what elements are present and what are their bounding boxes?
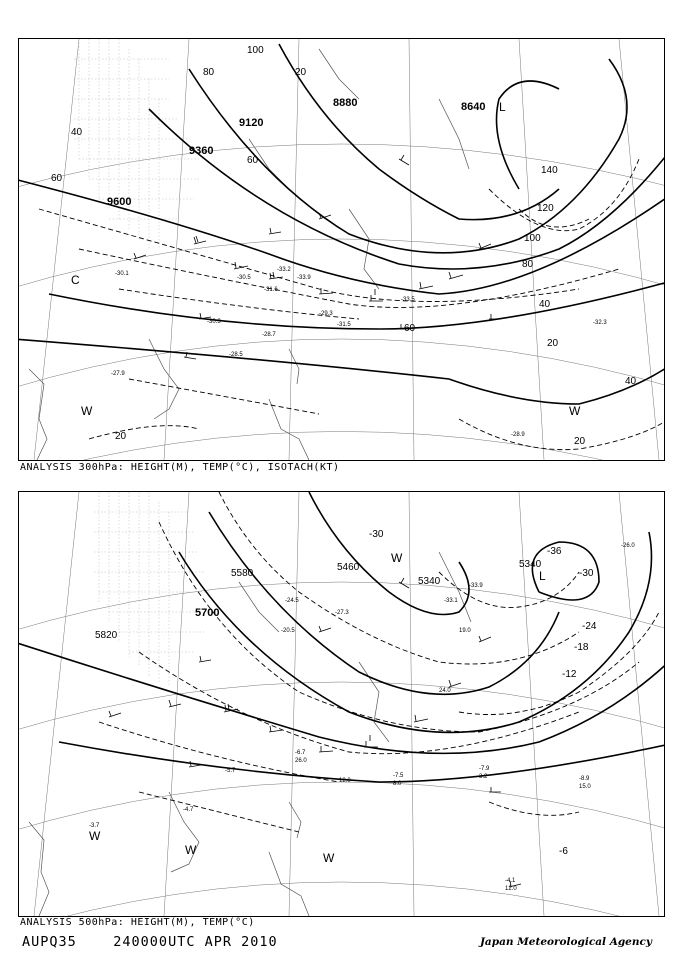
- height-label: 8880: [333, 97, 358, 109]
- height-label: 9360: [189, 145, 214, 157]
- temp-label: -20.5: [281, 628, 295, 634]
- dewpoint-label: 3.2: [479, 774, 488, 780]
- dewpoint-label: 8.0: [393, 781, 402, 787]
- temp-label: -28.9: [511, 432, 525, 438]
- warm-center-marker: W: [185, 843, 197, 857]
- agency-name: Japan Meteorological Agency: [479, 936, 652, 948]
- height-label: 5340: [418, 576, 441, 587]
- height-label: 5460: [337, 562, 360, 573]
- isotherm-label: -36: [547, 546, 562, 557]
- chart-300hpa: [18, 38, 665, 461]
- isotach-label: 60: [247, 155, 259, 166]
- warm-center-marker: W: [391, 551, 403, 565]
- land-pattern: [94, 492, 209, 687]
- isotach-label-40: 40: [625, 376, 637, 387]
- warm-center-marker: W: [81, 404, 93, 418]
- temp-label: -5.7: [225, 768, 236, 774]
- isotach-label-80: 80: [522, 259, 534, 270]
- dewpoint-label: 12.0: [339, 778, 351, 784]
- temp-label: -4.7: [183, 807, 194, 813]
- temp-label: -26.0: [621, 543, 635, 549]
- dewpoint-label: 15.0: [579, 784, 591, 790]
- isotherm-label: -18: [574, 642, 589, 653]
- temperature-labels: [89, 543, 635, 884]
- temp-label: -7.5: [393, 773, 404, 779]
- height-label: 5580: [231, 568, 254, 579]
- dewpoint-label: 24.0: [439, 688, 451, 694]
- temp-label: -30.5: [237, 275, 251, 281]
- isotherm-label: -6: [559, 846, 568, 857]
- height-labels: [95, 559, 542, 641]
- temp-label: -33.2: [277, 267, 291, 273]
- pressure-centers: [71, 100, 581, 418]
- height-label: 5700: [195, 607, 220, 619]
- coastline: [29, 552, 471, 916]
- cold-center-marker: C: [71, 273, 80, 287]
- isotach-label: 120: [537, 203, 554, 214]
- temp-label: -28.5: [229, 352, 243, 358]
- isotach-label-60: 60: [404, 323, 416, 334]
- isotach-label: 40: [71, 127, 83, 138]
- temp-label: -33.5: [401, 297, 415, 303]
- temp-label: -3.7: [89, 823, 100, 829]
- isotach-label: 20: [295, 67, 307, 78]
- isotach-label-100: 100: [524, 233, 541, 244]
- temp-label: -4.1: [505, 878, 516, 884]
- isotach-label-20: 20: [115, 431, 127, 442]
- isotherm-label: -30: [579, 568, 594, 579]
- temp-label: -31.6: [264, 287, 278, 293]
- height-label: 5820: [95, 630, 118, 641]
- temp-label: -24.5: [285, 598, 299, 604]
- temp-label: -31.5: [337, 322, 351, 328]
- pressure-centers: [89, 551, 546, 865]
- map-500hpa: [19, 492, 664, 916]
- warm-center-marker: W: [569, 404, 581, 418]
- chart-code: AUPQ35: [22, 934, 77, 950]
- temp-label: -30.1: [115, 271, 129, 277]
- temp-label: -32.3: [593, 320, 607, 326]
- chart-500hpa: [18, 491, 665, 917]
- temp-label: -33.1: [444, 598, 458, 604]
- isotherm-label: -12: [562, 669, 577, 680]
- height-label: 5340: [519, 559, 542, 570]
- dewpoint-labels: [295, 628, 591, 892]
- isotach-label: 140: [541, 165, 558, 176]
- isotherm-label: -24: [582, 621, 597, 632]
- height-label: 8640: [461, 101, 486, 113]
- warm-center-marker: W: [89, 829, 101, 843]
- isotherms: [99, 492, 659, 832]
- valid-time: 240000UTC APR 2010: [113, 934, 278, 950]
- dewpoint-label: 12.0: [505, 886, 517, 892]
- height-label: 9120: [239, 117, 264, 129]
- temp-label: -33.9: [297, 275, 311, 281]
- temp-label: -29.3: [319, 311, 333, 317]
- low-center-marker: L: [499, 100, 506, 114]
- temp-label: -27.3: [335, 610, 349, 616]
- dewpoint-label: 26.0: [295, 758, 307, 764]
- warm-center-marker: W: [323, 851, 335, 865]
- isotherm-labels: [369, 529, 597, 857]
- isotach-label-20: 20: [574, 436, 586, 447]
- map-300hpa: [19, 39, 664, 460]
- isotach-label: 80: [203, 67, 215, 78]
- chart-identifier: [22, 934, 278, 950]
- temp-label: -28.7: [262, 332, 276, 338]
- panel-caption-500hpa: ANALYSIS 500hPa: HEIGHT(M), TEMP(°C): [20, 917, 255, 928]
- isotach-label-60: 60: [51, 173, 63, 184]
- height-label: 9600: [107, 196, 132, 208]
- low-center-marker: L: [539, 569, 546, 583]
- temp-label: -7.9: [479, 766, 490, 772]
- temp-label: -27.9: [111, 371, 125, 377]
- isotach-label-40: 40: [539, 299, 551, 310]
- land-pattern: [74, 39, 199, 249]
- dewpoint-label: 19.0: [459, 628, 471, 634]
- temp-label: -6.7: [295, 750, 306, 756]
- isotach-label-20: 20: [547, 338, 559, 349]
- temp-label: -30.3: [207, 319, 221, 325]
- panel-caption-300hpa: ANALYSIS 300hPa: HEIGHT(M), TEMP(°C), ISOTACH(KT): [20, 462, 340, 473]
- coastline: [29, 49, 469, 460]
- temp-label: -8.9: [579, 776, 590, 782]
- isotherm-label: -30: [369, 529, 384, 540]
- temp-label: -33.9: [469, 583, 483, 589]
- isotach-label: 100: [247, 45, 264, 56]
